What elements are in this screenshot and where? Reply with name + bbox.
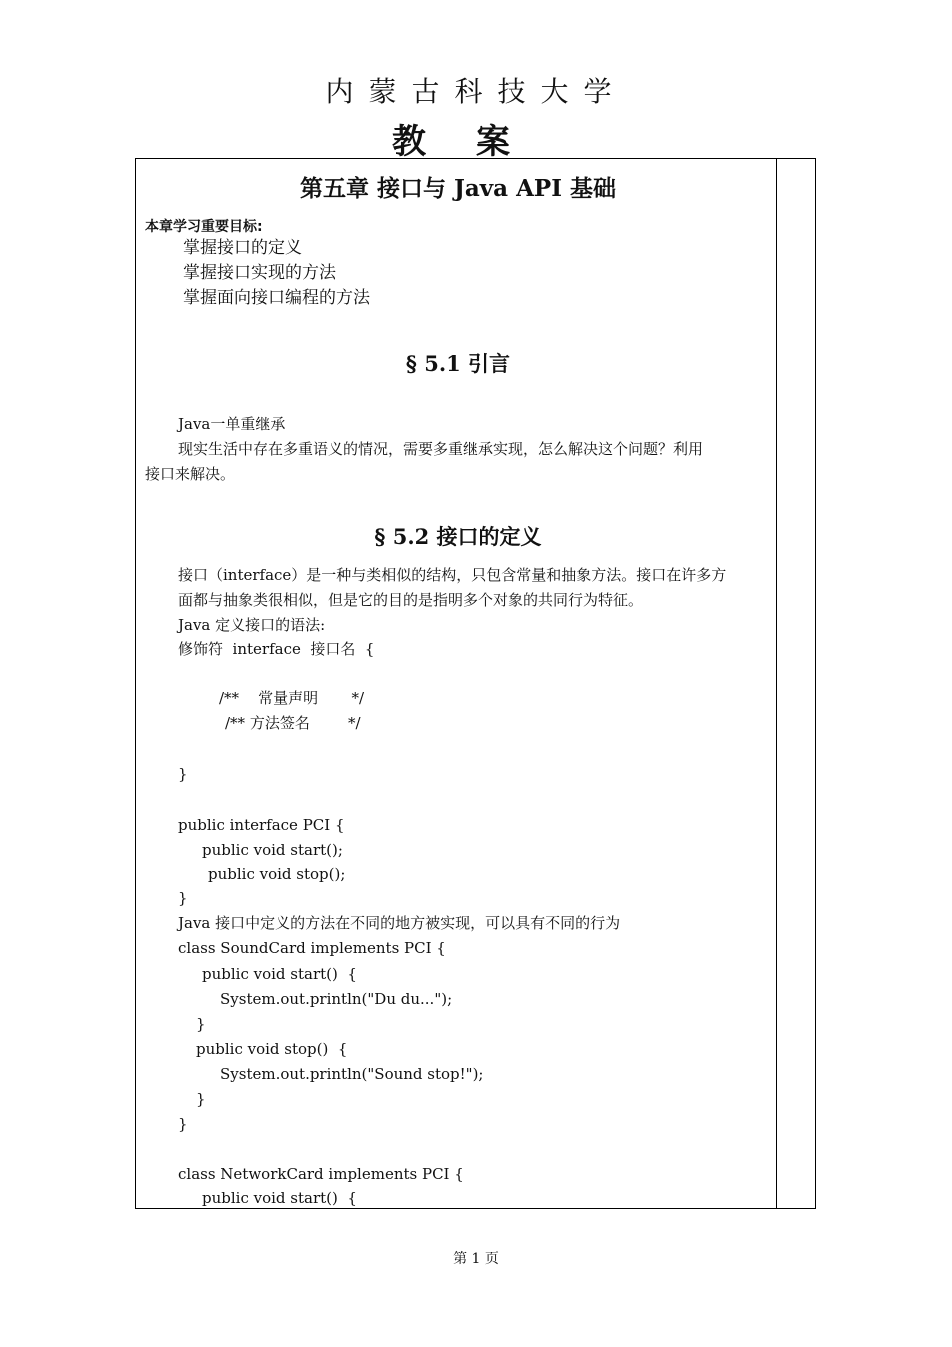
page-number: 第 1 页 bbox=[453, 1251, 499, 1267]
code-line: public void stop() { bbox=[196, 1040, 348, 1058]
code-line: } bbox=[196, 1090, 206, 1108]
university-name: 内蒙古科技大学 bbox=[325, 75, 627, 108]
goal-item: 掌握面向接口编程的方法 bbox=[183, 288, 370, 308]
goal-item: 掌握接口实现的方法 bbox=[183, 263, 336, 283]
code-line: } bbox=[178, 889, 188, 907]
section-title-5-1: § 5.1 引言 bbox=[405, 351, 511, 376]
intro-line: 接口来解决。 bbox=[145, 465, 236, 483]
code-line: 修饰符 interface 接口名 { bbox=[178, 640, 375, 658]
chapter-title: 第五章 接口与 Java API 基础 bbox=[300, 175, 616, 202]
code-line: public void start(); bbox=[202, 841, 343, 859]
margin-column-divider bbox=[776, 159, 777, 1208]
body-line: Java 接口中定义的方法在不同的地方被实现，可以具有不同的行为 bbox=[178, 914, 621, 932]
body-line: 接口（interface）是一种与类相似的结构，只包含常量和抽象方法。接口在许多方 bbox=[178, 566, 727, 584]
code-line: System.out.println("Sound stop!"); bbox=[220, 1065, 484, 1083]
code-line: public interface PCI { bbox=[178, 816, 345, 834]
intro-line: Java一单重继承 bbox=[178, 415, 286, 433]
section-title-5-2: § 5.2 接口的定义 bbox=[374, 524, 542, 549]
code-line: class NetworkCard implements PCI { bbox=[178, 1165, 464, 1183]
goal-item: 掌握接口的定义 bbox=[183, 238, 302, 258]
code-line: public void stop(); bbox=[208, 865, 346, 883]
document-type: 教案 bbox=[392, 122, 560, 162]
body-line: Java 定义接口的语法: bbox=[178, 616, 326, 634]
code-line: } bbox=[178, 1115, 188, 1133]
body-line: 面都与抽象类很相似，但是它的目的是指明多个对象的共同行为特征。 bbox=[178, 591, 644, 609]
code-line: /** 方法签名 */ bbox=[225, 714, 361, 732]
code-line: class SoundCard implements PCI { bbox=[178, 939, 446, 957]
code-line: System.out.println("Du du..."); bbox=[220, 990, 453, 1008]
code-line: /** 常量声明 */ bbox=[219, 689, 365, 707]
code-line: public void start() { bbox=[202, 965, 357, 983]
code-line: } bbox=[196, 1015, 206, 1033]
goals-label: 本章学习重要目标: bbox=[145, 219, 263, 235]
code-line: } bbox=[178, 765, 188, 783]
code-line: public void start() { bbox=[202, 1189, 357, 1207]
intro-line: 现实生活中存在多重语义的情况，需要多重继承实现，怎么解决这个问题？利用 bbox=[178, 440, 704, 458]
